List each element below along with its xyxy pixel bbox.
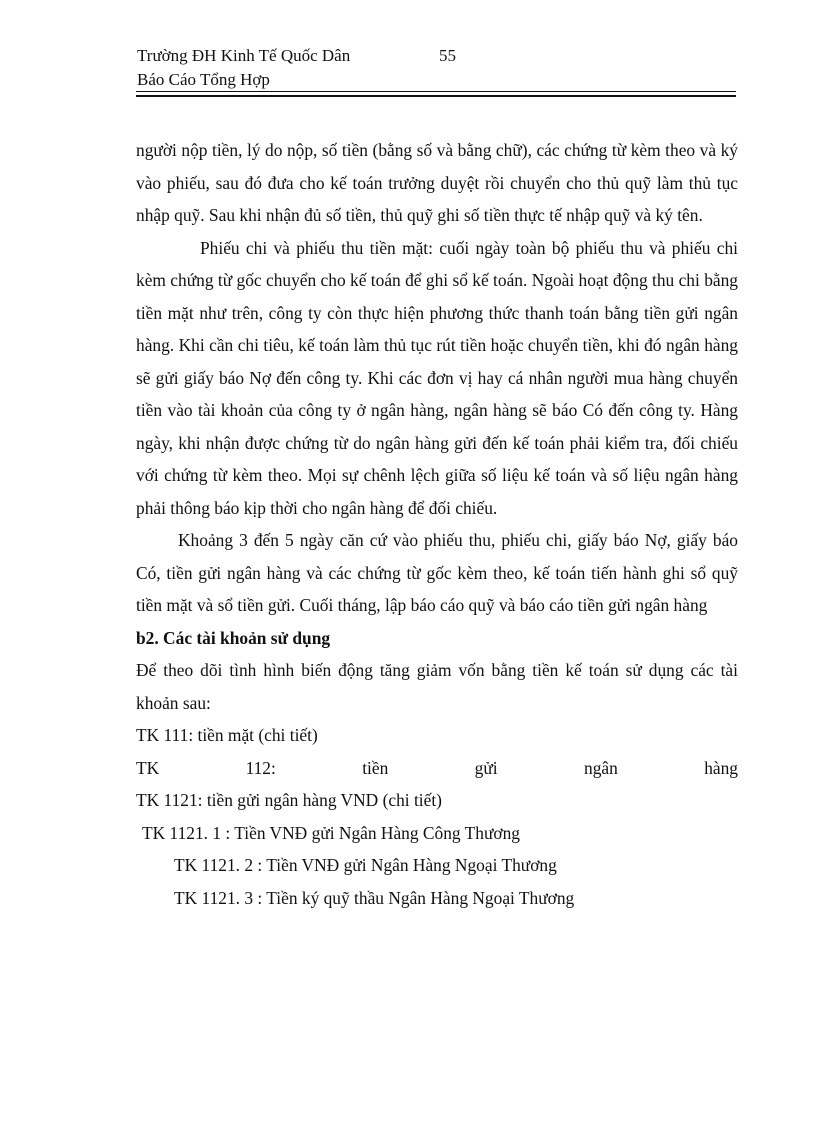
- account-tk112: [136, 752, 738, 785]
- account-tk1121: TK 1121: tiền gửi ngân hàng VND (chi tiết): [136, 790, 442, 810]
- account-tk111: TK 111: tiền mặt (chi tiết): [136, 725, 318, 745]
- paragraph-3: Khoảng 3 đến 5 ngày căn cứ vào phiếu thu, phiếu chi, giấy báo Nợ, giấy báo Có, tiền gửi ngân hàng và các chứng từ gốc kèm theo, kế toán tiến hành ghi sổ quỹ tiền mặt và sổ tiền gửi. Cuối tháng, lập báo cáo quỹ và báo cáo tiền gửi ngân hàng: [136, 530, 738, 615]
- tk112-word: 112:: [245, 757, 276, 778]
- paragraph-1: người nộp tiền, lý do nộp, số tiền (bằng số và bằng chữ), các chứng từ kèm theo và ký vào phiếu, sau đó đưa cho kế toán trưởng duyệt rồi chuyển cho thủ quỹ làm thủ tục nhập quỹ. Sau khi nhận đủ số tiền, thủ quỹ ghi số tiền thực tế nhập quỹ và ký tên.: [136, 140, 738, 225]
- header-rule-thick: [136, 95, 736, 97]
- tk112-word: gửi: [474, 757, 498, 778]
- account-tk1121-1: TK 1121. 1 : Tiền VNĐ gửi Ngân Hàng Công Thương: [142, 822, 520, 843]
- header-line-1: [137, 44, 737, 68]
- tk112-word: tiền: [362, 757, 389, 778]
- page-number: 55: [439, 46, 456, 65]
- accounts-intro: Để theo dõi tình hình biến động tăng giảm vốn bằng tiền kế toán sử dụng các tài khoản sau:: [136, 660, 738, 713]
- account-tk1121-2: TK 1121. 2 : Tiền VNĐ gửi Ngân Hàng Ngoại Thương: [174, 855, 557, 875]
- tk112-word: TK: [136, 757, 160, 778]
- tk112-word: ngân: [584, 757, 618, 778]
- report-title: Báo Cáo Tổng Hợp: [137, 70, 270, 89]
- page-header: [137, 44, 737, 92]
- section-heading-b2: b2. Các tài khoản sử dụng: [136, 627, 331, 648]
- school-name: Trường ĐH Kinh Tế Quốc Dân: [137, 46, 351, 65]
- tk112-word: hàng: [704, 757, 738, 778]
- account-tk1121-3: TK 1121. 3 : Tiền ký quỹ thầu Ngân Hàng Ngoại Thương: [174, 887, 575, 908]
- header-rule-thin: [136, 91, 736, 92]
- paragraph-2: Phiếu chi và phiếu thu tiền mặt: cuối ngày toàn bộ phiếu thu và phiếu chi kèm chứng từ gốc chuyển cho kế toán để ghi sổ kế toán. Ngoài hoạt động thu chi bằng tiền mặt như trên, công ty còn thực hiện phương thức thanh toán bằng tiền gửi ngân hàng. Khi cần chi tiêu, kế toán làm thủ tục rút tiền hoặc chuyển tiền, khi đó ngân hàng sẽ gửi giấy báo Nợ đến công ty. Khi các đơn vị hay cá nhân người mua hàng chuyển tiền vào tài khoản của công ty ở ngân hàng, ngân hàng sẽ báo Có đến công ty. Hàng ngày, khi nhận được chứng từ do ngân hàng gửi đến kế toán phải kiểm tra, đối chiếu với chứng từ kèm theo. Mọi sự chênh lệch giữa số liệu kế toán và số liệu ngân hàng phải thông báo kịp thời cho ngân hàng để đối chiếu.: [136, 237, 738, 518]
- document-body: [136, 134, 738, 914]
